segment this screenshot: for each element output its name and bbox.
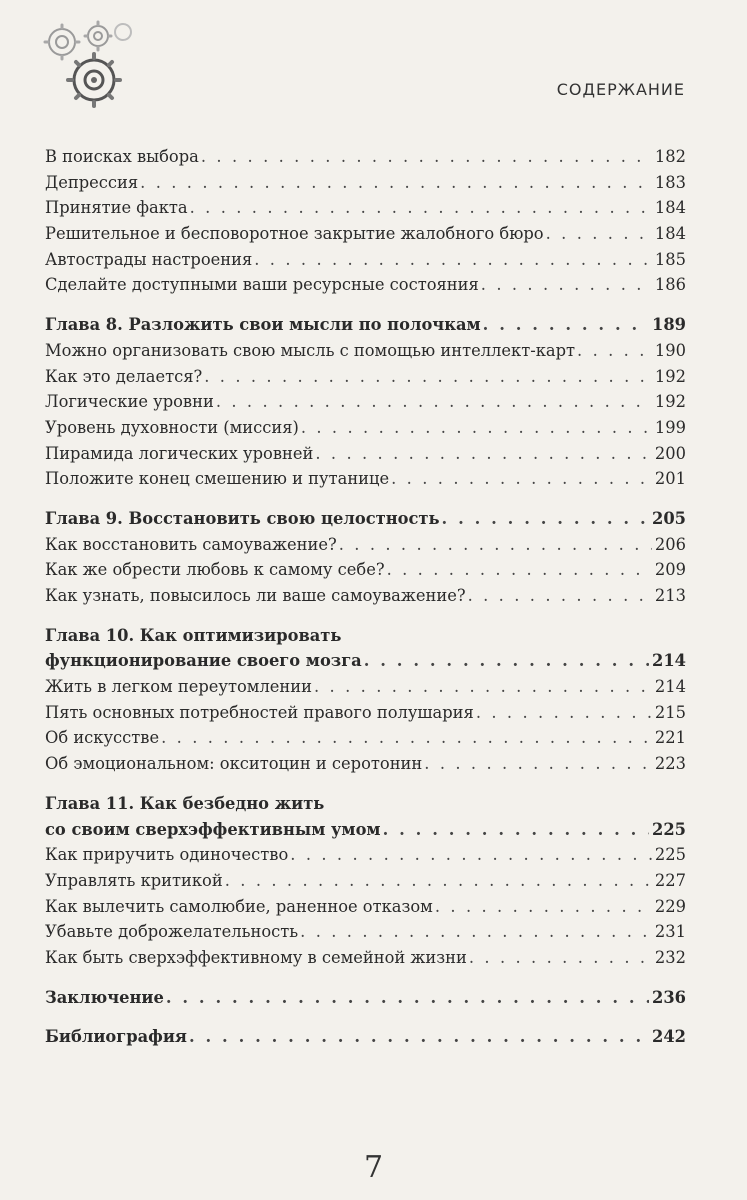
toc-entry-page: 215 bbox=[654, 702, 686, 722]
chapter-page: 189 bbox=[652, 315, 686, 335]
toc-entry-title: Как приручить одиночество bbox=[45, 845, 289, 865]
dot-leader bbox=[300, 919, 652, 945]
toc-entry-title: Пять основных потребностей правого полушария bbox=[45, 702, 474, 722]
chapter-title: функционирование своего мозга bbox=[45, 651, 362, 671]
toc-entry[interactable] bbox=[45, 532, 686, 558]
chapter-11-heading-line: Глава 11. Как безбедно жить bbox=[45, 793, 325, 813]
dot-leader bbox=[201, 144, 652, 170]
toc-entry[interactable] bbox=[45, 144, 686, 170]
toc-entry-page: 213 bbox=[654, 586, 686, 605]
gears-icon bbox=[40, 18, 135, 113]
toc-entry[interactable] bbox=[45, 170, 686, 196]
dot-leader bbox=[546, 221, 652, 247]
dot-leader bbox=[216, 389, 652, 415]
dot-leader bbox=[301, 415, 652, 441]
toc-chapter-8[interactable] bbox=[45, 312, 686, 338]
toc-entry[interactable] bbox=[45, 247, 686, 273]
toc-entry-title: Об искусстве bbox=[45, 728, 160, 748]
toc-entry-title: Управлять критикой bbox=[45, 870, 223, 890]
toc-entry[interactable] bbox=[45, 751, 686, 777]
page-number: 7 bbox=[363, 1150, 384, 1185]
toc-entry-page: 225 bbox=[654, 845, 686, 865]
running-head: СОДЕРЖАНИЕ bbox=[556, 80, 685, 99]
chapter-title: Глава 9. Восстановить свою целостность bbox=[45, 508, 440, 528]
toc-entry[interactable] bbox=[45, 364, 686, 390]
toc-entry-page: 185 bbox=[654, 249, 686, 269]
toc-entry[interactable] bbox=[45, 338, 686, 364]
toc-entry-page: 184 bbox=[654, 224, 686, 244]
table-of-contents bbox=[45, 144, 686, 1050]
chapter-page: 205 bbox=[652, 508, 686, 528]
toc-conclusion[interactable] bbox=[45, 985, 686, 1011]
chapter-page: 242 bbox=[652, 1027, 686, 1047]
toc-entry-title: Как узнать, повысилось ли ваше самоуважение? bbox=[45, 586, 466, 605]
dot-leader bbox=[364, 648, 649, 674]
toc-entry-title: Пирамида логических уровней bbox=[45, 443, 314, 463]
toc-entry-page: 227 bbox=[654, 870, 686, 890]
toc-entry-title: Логические уровни bbox=[45, 392, 214, 412]
toc-chapter-11[interactable] bbox=[45, 817, 686, 843]
dot-leader bbox=[189, 1024, 649, 1050]
dot-leader bbox=[140, 170, 652, 196]
dot-leader bbox=[391, 466, 652, 492]
toc-entry-title: Как вылечить самолюбие, раненное отказом bbox=[45, 896, 433, 916]
toc-entry[interactable] bbox=[45, 272, 686, 298]
dot-leader bbox=[225, 868, 652, 894]
toc-entry-title: Депрессия bbox=[45, 172, 139, 192]
toc-entry-page: 214 bbox=[654, 677, 686, 697]
chapter-page: 214 bbox=[652, 651, 686, 671]
toc-entry[interactable] bbox=[45, 415, 686, 441]
toc-entry-title: Как же обрести любовь к самому себе? bbox=[45, 560, 385, 580]
dot-leader bbox=[166, 985, 649, 1011]
toc-entry[interactable] bbox=[45, 195, 686, 221]
toc-entry-title: Как быть сверхэффективному в семейной жизни bbox=[45, 947, 467, 967]
dot-leader bbox=[424, 751, 652, 777]
toc-entry[interactable] bbox=[45, 466, 686, 492]
toc-entry-title: В поисках выбора bbox=[45, 147, 199, 166]
dot-leader bbox=[204, 364, 652, 390]
toc-entry[interactable] bbox=[45, 868, 686, 894]
toc-entry[interactable] bbox=[45, 842, 686, 868]
dot-leader bbox=[577, 338, 652, 364]
toc-entry-page: 183 bbox=[654, 172, 686, 192]
dot-leader bbox=[315, 441, 652, 467]
dot-leader bbox=[468, 583, 652, 609]
dot-leader bbox=[190, 195, 652, 221]
chapter-title: со своим сверхэффективным умом bbox=[45, 819, 381, 839]
toc-entry-page: 184 bbox=[654, 198, 686, 218]
toc-entry-title: Решительное и бесповоротное закрытие жалобного бюро bbox=[45, 224, 544, 244]
toc-entry-page: 190 bbox=[654, 340, 686, 360]
chapter-title: Глава 8. Разложить свои мысли по полочкам bbox=[45, 315, 481, 335]
dot-leader bbox=[383, 817, 649, 843]
toc-entry-page: 200 bbox=[654, 443, 686, 463]
toc-entry-page: 221 bbox=[654, 728, 686, 748]
toc-entry-page: 206 bbox=[654, 534, 686, 554]
dot-leader bbox=[161, 725, 652, 751]
toc-entry[interactable] bbox=[45, 221, 686, 247]
toc-entry[interactable] bbox=[45, 725, 686, 751]
toc-entry-title: Уровень духовности (миссия) bbox=[45, 417, 299, 437]
toc-chapter-9[interactable] bbox=[45, 506, 686, 532]
dot-leader bbox=[442, 506, 649, 532]
toc-entry[interactable] bbox=[45, 700, 686, 726]
toc-entry-page: 232 bbox=[654, 947, 686, 967]
toc-entry[interactable] bbox=[45, 557, 686, 583]
toc-entry-title: Убавьте доброжелательность bbox=[45, 922, 299, 942]
toc-entry[interactable] bbox=[45, 389, 686, 415]
toc-chapter-10[interactable] bbox=[45, 648, 686, 674]
toc-entry-page: 201 bbox=[654, 469, 686, 489]
toc-entry[interactable] bbox=[45, 894, 686, 920]
toc-entry-title: Принятие факта bbox=[45, 198, 188, 218]
dot-leader bbox=[481, 272, 652, 298]
toc-entry-title: Жить в легком переутомлении bbox=[45, 677, 312, 697]
toc-entry[interactable] bbox=[45, 583, 686, 609]
dot-leader bbox=[387, 557, 652, 583]
chapter-page: 236 bbox=[652, 987, 686, 1007]
dot-leader bbox=[290, 842, 652, 868]
toc-entry-title: Как восстановить самоуважение? bbox=[45, 534, 337, 554]
toc-entry-page: 223 bbox=[654, 754, 686, 774]
dot-leader bbox=[254, 247, 652, 273]
toc-entry-title: Положите конец смешению и путанице bbox=[45, 469, 390, 489]
toc-entry-page: 182 bbox=[654, 147, 686, 166]
dot-leader bbox=[339, 532, 652, 558]
toc-entry-title: Автострады настроения bbox=[45, 249, 253, 269]
dot-leader bbox=[483, 312, 649, 338]
toc-entry[interactable] bbox=[45, 441, 686, 467]
chapter-10-heading-line: Глава 10. Как оптимизировать bbox=[45, 625, 342, 645]
chapter-title: Библиография bbox=[45, 1027, 187, 1047]
toc-entry-page: 199 bbox=[654, 417, 686, 437]
toc-entry-title: Можно организовать свою мысль с помощью интеллект-карт bbox=[45, 340, 576, 360]
toc-entry-page: 192 bbox=[654, 392, 686, 412]
toc-entry-page: 192 bbox=[654, 366, 686, 386]
toc-entry-page: 186 bbox=[654, 275, 686, 295]
toc-entry-page: 209 bbox=[654, 560, 686, 580]
chapter-title: Заключение bbox=[45, 987, 164, 1007]
toc-entry-title: Об эмоциональном: окситоцин и серотонин bbox=[45, 754, 423, 774]
toc-entry[interactable] bbox=[45, 919, 686, 945]
dot-leader bbox=[314, 674, 652, 700]
dot-leader bbox=[476, 700, 652, 726]
toc-entry-page: 229 bbox=[654, 896, 686, 916]
toc-entry[interactable] bbox=[45, 674, 686, 700]
chapter-page: 225 bbox=[652, 819, 686, 839]
toc-entry[interactable] bbox=[45, 945, 686, 971]
toc-entry-title: Как это делается? bbox=[45, 366, 203, 386]
toc-bibliography[interactable] bbox=[45, 1024, 686, 1050]
toc-entry-title: Сделайте доступными ваши ресурсные состояния bbox=[45, 275, 479, 295]
dot-leader bbox=[469, 945, 652, 971]
dot-leader bbox=[435, 894, 652, 920]
toc-entry-page: 231 bbox=[654, 922, 686, 942]
